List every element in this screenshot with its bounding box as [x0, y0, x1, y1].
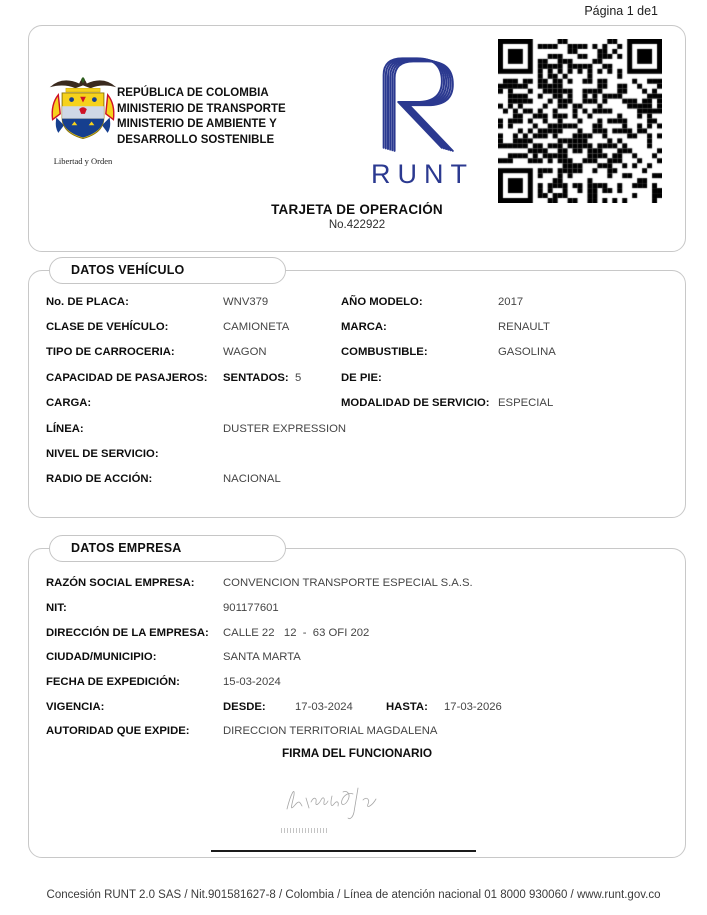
- field-row: [46, 441, 677, 466]
- field-value: 2017: [498, 295, 524, 308]
- ministry-line: DESARROLLO SOSTENIBLE: [117, 134, 275, 147]
- field-value: ESPECIAL: [498, 397, 554, 410]
- firma-title: FIRMA DEL FUNCIONARIO: [281, 746, 433, 760]
- field-value: CALLE 22 12 - 63 OFI 202: [223, 626, 370, 639]
- field-subvalue: 5: [294, 371, 302, 384]
- field-value: CAMIONETA: [223, 321, 290, 334]
- field-value: DIRECCION TERRITORIAL MAGDALENA: [223, 725, 438, 738]
- signature-microprint: [281, 828, 329, 833]
- document-number: No.422922: [328, 219, 386, 231]
- field-label: AUTORIDAD QUE EXPIDE:: [46, 725, 190, 738]
- field-label: RADIO DE ACCIÓN:: [46, 473, 153, 486]
- field-value: 15-03-2024: [223, 676, 281, 689]
- signature-icon: [279, 783, 399, 821]
- field-row: [46, 416, 677, 441]
- field-row: [46, 670, 677, 695]
- ministry-text: [117, 86, 286, 149]
- section-title-empresa: DATOS EMPRESA: [49, 535, 286, 562]
- ministry-line: MINISTERIO DE TRANSPORTE: [117, 102, 286, 115]
- field-row: [46, 340, 677, 365]
- field-row: [46, 620, 677, 645]
- hasta-value: 17-03-2026: [444, 700, 502, 713]
- runt-wordmark: RUNT: [371, 159, 474, 189]
- field-value: CONVENCION TRANSPORTE ESPECIAL S.A.S.: [223, 577, 473, 590]
- field-value: SANTA MARTA: [223, 651, 301, 664]
- signature-line: [211, 850, 476, 852]
- ministry-line: REPÚBLICA DE COLOMBIA: [117, 87, 269, 99]
- document-title: TARJETA DE OPERACIÓN: [271, 202, 443, 217]
- ministry-line: MINISTERIO DE AMBIENTE Y: [117, 118, 277, 131]
- page-number: Página 1 de1: [584, 4, 658, 18]
- colombia-coat-of-arms: [41, 72, 125, 166]
- field-row: [46, 571, 677, 596]
- field-label: FECHA DE EXPEDICIÓN:: [46, 676, 180, 689]
- field-label: DIRECCIÓN DE LA EMPRESA:: [46, 626, 209, 639]
- field-row: [46, 289, 677, 314]
- field-value: WNV379: [223, 295, 269, 308]
- field-value: RENAULT: [498, 321, 550, 334]
- field-label: NIVEL DE SERVICIO:: [46, 448, 159, 461]
- field-label: VIGENCIA:: [46, 700, 105, 713]
- coat-of-arms-icon: [45, 72, 121, 150]
- field-row: [46, 314, 677, 339]
- section-title-vehiculo: DATOS VEHÍCULO: [49, 257, 286, 284]
- field-value: WAGON: [223, 346, 267, 359]
- field-row: [46, 365, 677, 390]
- footer-text: Concesión RUNT 2.0 SAS / Nit.901581627-8 / Colombia / Línea de atención nacional 01 8000 930060 / www.runt.gov.co: [46, 889, 661, 901]
- field-label: DE PIE:: [341, 371, 382, 384]
- field-label: MODALIDAD DE SERVICIO:: [341, 397, 490, 410]
- field-row: [46, 645, 677, 670]
- field-value: 901177601: [223, 602, 279, 615]
- emblem-caption: Libertad y Orden: [53, 156, 113, 166]
- field-label: CIUDAD/MUNICIPIO:: [46, 651, 157, 664]
- field-sublabel: SENTADOS:: [223, 371, 289, 384]
- field-value: GASOLINA: [498, 346, 556, 359]
- field-label: MARCA:: [341, 321, 387, 334]
- section-datos-empresa: [28, 541, 686, 858]
- field-row-vigencia: [46, 694, 677, 719]
- field-label: LÍNEA:: [46, 422, 84, 435]
- desde-value: 17-03-2024: [295, 700, 353, 713]
- field-label: RAZÓN SOCIAL EMPRESA:: [46, 577, 195, 590]
- qr-code: [498, 39, 662, 203]
- field-label: CARGA:: [46, 397, 92, 410]
- runt-r-icon: [367, 52, 471, 152]
- runt-logo: [354, 52, 484, 190]
- field-row: [46, 467, 677, 492]
- field-label: TIPO DE CARROCERIA:: [46, 346, 175, 359]
- field-label: No. DE PLACA:: [46, 295, 129, 308]
- field-value: NACIONAL: [223, 473, 281, 486]
- field-value: [223, 372, 341, 384]
- desde-label: DESDE:: [223, 700, 266, 713]
- field-row: [46, 391, 677, 416]
- field-value: DUSTER EXPRESSION: [223, 422, 347, 435]
- field-label: NIT:: [46, 602, 67, 615]
- field-row: [46, 596, 677, 621]
- section-datos-vehiculo: [28, 263, 686, 518]
- field-label: CAPACIDAD DE PASAJEROS:: [46, 371, 208, 384]
- hasta-label: HASTA:: [386, 700, 428, 713]
- qr-code-icon: [498, 39, 662, 203]
- field-label: AÑO MODELO:: [341, 295, 423, 308]
- field-label: CLASE DE VEHÍCULO:: [46, 321, 169, 334]
- field-row: [46, 719, 677, 744]
- header-card: [28, 25, 686, 252]
- field-label: COMBUSTIBLE:: [341, 346, 428, 359]
